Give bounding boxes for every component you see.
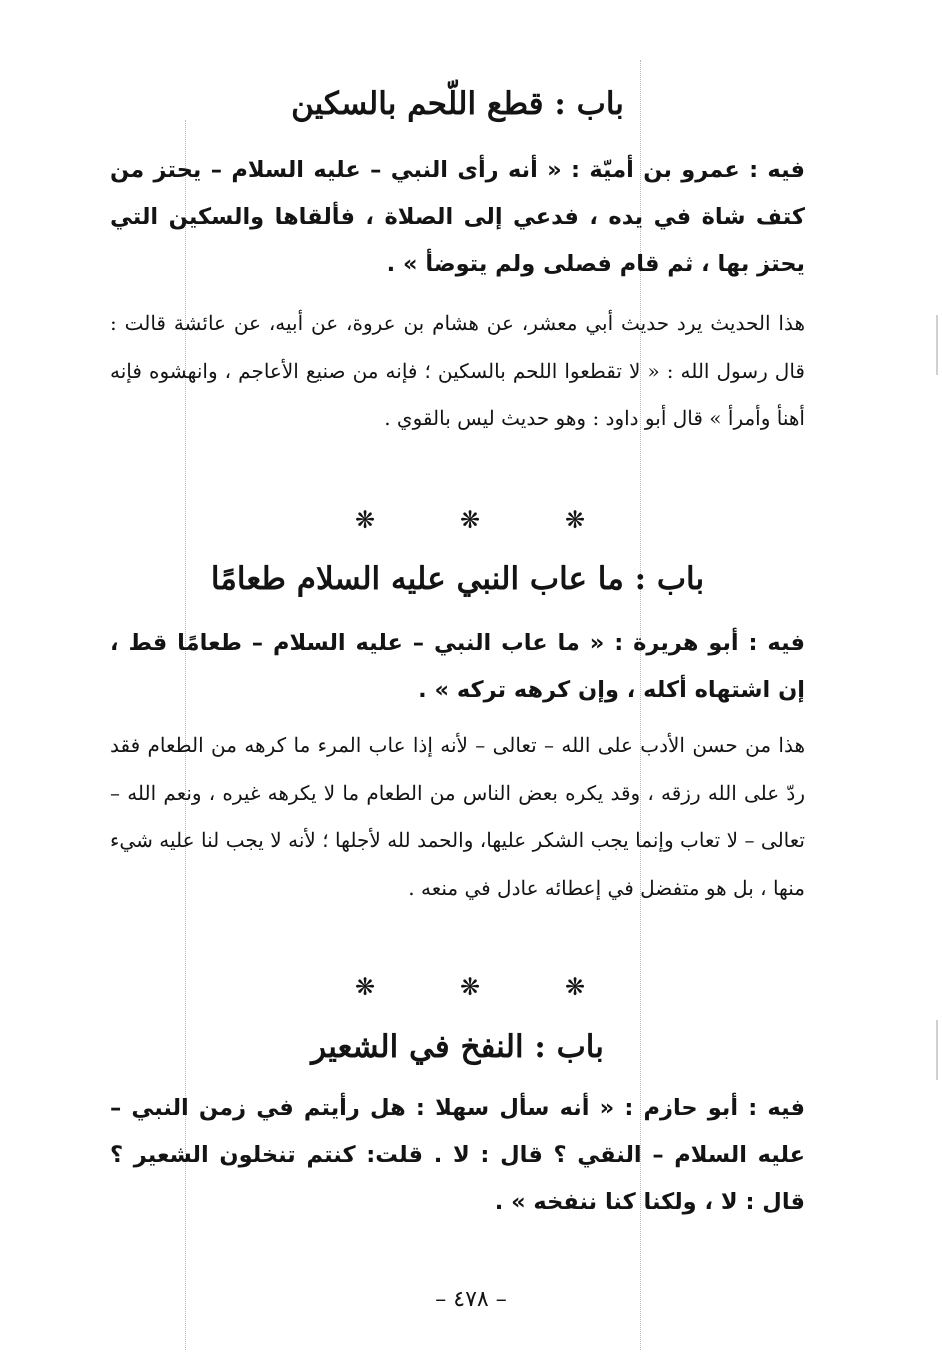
hadith-text: فيه : عمرو بن أميّة : « أنه رأى النبي – عليه السلام – يحتز من كتف شاة في يده ، فدعي إلى الصلاة ، فألقاها والسكين التي يحتز بها ، ثم قام فصلى ولم يتوضأ » . <box>110 157 805 277</box>
commentary-text: هذا الحديث يرد حديث أبي معشر، عن هشام بن عروة، عن أبيه، عن عائشة قالت : قال رسول الله : « لا تقطعوا اللحم بالسكين ؛ فإنه من صنيع الأعاجم ، وانهشوه فإنه أهنأ وأمرأ » قال أبو داود : وهو حديث ليس بالقوي . <box>110 311 805 430</box>
star-ornament-icon: ❋ <box>354 973 376 1001</box>
section-separator <box>350 505 590 535</box>
star-ornament-icon: ❋ <box>564 973 586 1001</box>
chapter-heading: باب : قطع اللّحم بالسكين <box>291 86 624 122</box>
star-ornament-icon: ❋ <box>354 506 376 534</box>
hadith-text: فيه : أبو حازم : « أنه سأل سهلا : هل رأيتم في زمن النبي – عليه السلام – النقي ؟ قال : لا . قلت: كنتم تنخلون الشعير ؟ قال : لا ، ولكنا كنا ننفخه » . <box>110 1095 805 1215</box>
star-ornament-icon: ❋ <box>459 506 481 534</box>
scan-edge-mark <box>936 315 938 375</box>
star-ornament-icon: ❋ <box>564 506 586 534</box>
star-ornament-icon: ❋ <box>459 973 481 1001</box>
hadith-text: فيه : أبو هريرة : « ما عاب النبي – عليه السلام – طعامًا قط ، إن اشتهاه أكله ، وإن كرهه تركه » . <box>110 630 805 703</box>
page-number: – ٤٧٨ – <box>435 1287 507 1312</box>
scan-edge-mark <box>936 1020 938 1080</box>
chapter-heading: باب : النفخ في الشعير <box>311 1029 604 1065</box>
chapter-heading: باب : ما عاب النبي عليه السلام طعامًا <box>210 561 705 597</box>
commentary-text: هذا من حسن الأدب على الله – تعالى – لأنه إذا عاب المرء ما كرهه من الطعام فقد ردّ على الله رزقه ، وقد يكره بعض الناس من الطعام ما لا يكرهه غيره ، ونعم الله – تعالى – لا تعاب وإنما يجب الشكر عليها، والحمد لله لأجلها ؛ لأنه لا يجب لنا عليه شيء منها ، بل هو متفضل في إعطائه عادل في منعه . <box>110 733 805 900</box>
section-separator <box>350 972 590 1002</box>
